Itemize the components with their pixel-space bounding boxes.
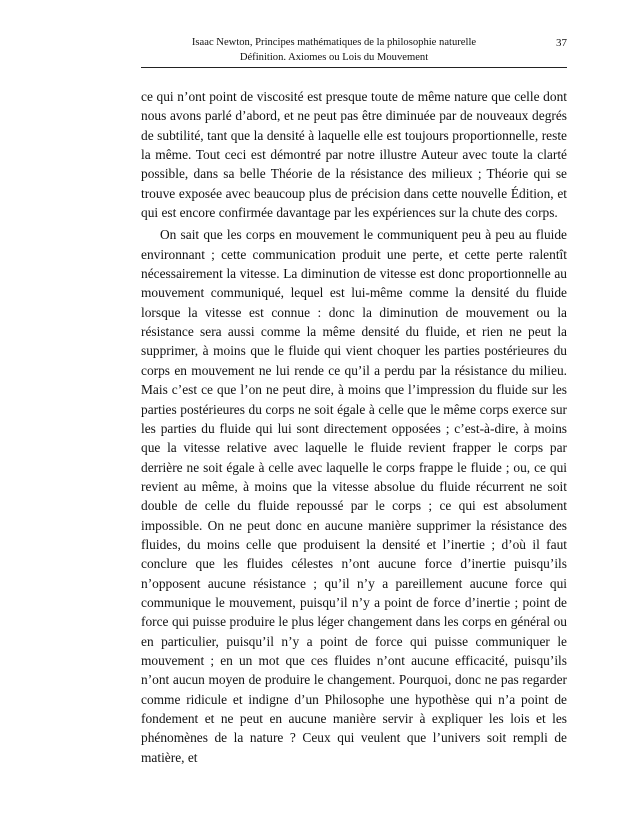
paragraph: ce qui n’ont point de viscosité est presque toute de même nature que celle dont nous avons parlé d’abord, et ne peut pas être diminuée par de nouveaux degrés de subtilité, tant que la densité à laquelle elle est toujours proportionnelle, reste la même. Tout ceci est démontré par notre illustre Auteur avec toute la clarté possible, dans sa belle Théorie de la résistance des milieux ; Théorie qui se trouve exposée avec beaucoup plus de précision dans cette nouvelle Édition, et qui est encore confirmée davantage par les expériences sur la chute des corps. bbox=[141, 89, 567, 221]
paragraph: On sait que les corps en mouvement le communiquent peu à peu au fluide environnant ; cette communication produit une perte, et cette perte ralentît nécessairement la vitesse. La diminution de vitesse est donc proportionnelle au mouvement communiqué, lequel est lui-même comme la densité du fluide lorsque la vitesse est connue : donc la diminution de mouvement ou la résistance sera aussi comme la même densité du fluide, et rien ne peut la supprimer, à moins que le fluide qui vient choquer les parties postérieures du corps en mouvement ne lui rende ce qu’il a perdu par la résistance du milieu. Mais c’est ce que l’on ne peut dire, à moins que l’impression du fluide sur les parties postérieures du corps ne soit égale à celle que le même corps exerce sur les parties du fluide qui lui sont directement opposées ; c’est-à-dire, à moins que la vitesse relative avec laquelle le fluide revient frapper le corps par derrière ne soit égale à celle avec laquelle le corps frappe le fluide ; ou, ce qui revient au même, à moins que la vitesse absolue du fluide récurrent ne soit double de celle du fluide repoussé par le corps ; ce qui est absolument impossible. On ne peut donc en aucune manière supprimer la résistance des fluides, du moins celle que produisent la densité et l’inertie ; d’où il faut conclure que les fluides célestes n’ont aucune force d’inertie puisqu’ils n’opposent aucune résistance ; qu’il n’y a pareillement aucune force qui communique le mouvement, puisqu’il n’y a point de force d’inertie ; point de force qui puisse produire le plus léger changement dans les corps en général ou en particulier, puisqu’il n’y a point de force qui puisse communiquer le mouvement ; en un mot que ces fluides n’ont aucune efficacité, puisqu’ils n’ont aucun moyen de produire le changement. Pourquoi, donc ne pas regarder comme ridicule et indigne d’un Philosophe une hypothèse qui n’a point de fondement et ne peut en aucune manière servir à expliquer les lois et les phénomènes de la nature ? Ceux qui veulent que l’univers soit rempli de matière, et bbox=[141, 227, 567, 765]
header-title: Isaac Newton, Principes mathématiques de la philosophie naturelle bbox=[191, 37, 477, 48]
header-rule bbox=[141, 67, 567, 68]
header-subtitle: Définition. Axiomes ou Lois du Mouvement bbox=[239, 51, 429, 63]
body-text bbox=[141, 87, 567, 767]
running-header bbox=[141, 36, 567, 65]
page-number: 37 bbox=[556, 37, 567, 49]
